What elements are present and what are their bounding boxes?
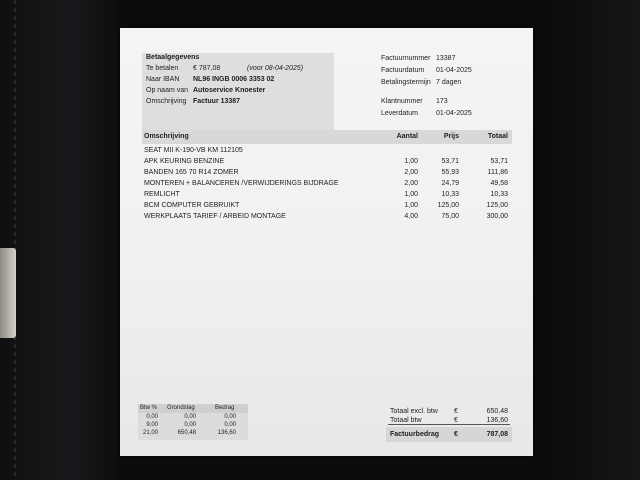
item-description: BANDEN 165 70 R14 ZOMER xyxy=(144,169,239,176)
background-fabric-left xyxy=(0,0,118,480)
item-price: 125,00 xyxy=(437,202,459,209)
column-header-price: Prijs xyxy=(443,133,459,140)
total-vat-currency: € xyxy=(454,417,458,424)
item-total: 10,33 xyxy=(490,191,508,198)
payment-title: Betaalgegevens xyxy=(146,54,200,61)
vat-header-rate: Btw % xyxy=(140,405,158,411)
item-description: APK KEURING BENZINE xyxy=(144,158,225,165)
vat-rate: 21,00 xyxy=(142,430,158,436)
table-row xyxy=(120,191,533,201)
total-excl-label: Totaal excl. btw xyxy=(390,408,438,415)
meta-label: Klantnummer xyxy=(381,98,423,105)
meta-value: 01-04-2025 xyxy=(436,110,472,117)
invoice-amount-label: Factuurbedrag xyxy=(390,431,440,438)
payment-label: Op naam van xyxy=(146,87,189,94)
table-row xyxy=(120,213,533,223)
vat-header-base: Grondslag xyxy=(167,405,195,411)
item-total: 53,71 xyxy=(490,158,508,165)
total-excl-value: 650,48 xyxy=(486,408,508,415)
vat-base: 0,00 xyxy=(184,422,196,428)
payment-label: Omschrijving xyxy=(146,98,187,105)
item-description: WERKPLAATS TARIEF / ARBEID MONTAGE xyxy=(144,213,286,220)
item-price: 75,00 xyxy=(441,213,459,220)
vat-rate: 0,00 xyxy=(146,414,158,420)
seat-strap xyxy=(0,248,16,338)
payment-label: Te betalen xyxy=(146,65,179,72)
column-header-description: Omschrijving xyxy=(144,133,189,140)
vat-amount: 136,60 xyxy=(217,430,236,436)
payment-reference: Factuur 13387 xyxy=(193,98,241,105)
item-price: 53,71 xyxy=(441,158,459,165)
vat-amount: 0,00 xyxy=(224,422,236,428)
item-price: 24,79 xyxy=(441,180,459,187)
table-row xyxy=(120,180,533,190)
item-qty: 2,00 xyxy=(404,169,418,176)
total-excl-currency: € xyxy=(454,408,458,415)
item-description: MONTEREN + BALANCEREN /VERWIJDERINGS BIJDRAGE xyxy=(144,180,339,187)
background-fabric-right xyxy=(534,0,640,480)
table-row xyxy=(120,202,533,212)
payment-recipient: Autoservice Knoester xyxy=(193,87,266,94)
item-price: 55,93 xyxy=(441,169,459,176)
table-row xyxy=(120,169,533,179)
item-total: 49,58 xyxy=(490,180,508,187)
item-total: 300,00 xyxy=(486,213,508,220)
payment-iban: NL96 INGB 0006 3353 02 xyxy=(193,76,275,83)
meta-value: 173 xyxy=(436,98,448,105)
vat-header-amount: Bedrag xyxy=(215,405,235,411)
meta-value: 01-04-2025 xyxy=(436,67,472,74)
item-total: 111,86 xyxy=(487,169,508,176)
invoice-amount-currency: € xyxy=(454,431,458,438)
invoice-amount-value: 787,08 xyxy=(486,431,508,438)
meta-label: Leverdatum xyxy=(381,110,418,117)
item-qty: 1,00 xyxy=(404,158,418,165)
payment-label: Naar IBAN xyxy=(146,76,180,83)
table-row xyxy=(120,158,533,168)
payment-due-note: (voor 08-04-2025) xyxy=(247,65,304,72)
meta-label: Betalingstermijn xyxy=(381,79,431,86)
vat-amount: 0,00 xyxy=(224,414,236,420)
vehicle-line: SEAT MII K-190-VB KM 112105 xyxy=(144,147,243,154)
invoice-sheet xyxy=(120,28,533,456)
item-qty: 1,00 xyxy=(404,191,418,198)
vat-base: 0,00 xyxy=(184,414,196,420)
vat-base: 650,48 xyxy=(177,430,196,436)
item-description: BCM COMPUTER GEBRUIKT xyxy=(144,202,240,209)
item-qty: 2,00 xyxy=(404,180,418,187)
meta-value: 13387 xyxy=(436,55,456,62)
meta-label: Factuurnummer xyxy=(381,55,431,62)
item-total: 125,00 xyxy=(486,202,508,209)
vat-rate: 9,00 xyxy=(146,422,158,428)
meta-label: Factuurdatum xyxy=(381,67,425,74)
meta-value: 7 dagen xyxy=(436,79,462,86)
item-qty: 4,00 xyxy=(404,213,418,220)
fabric-stitching xyxy=(14,0,16,480)
totals-divider xyxy=(388,424,510,425)
item-description: REMLICHT xyxy=(144,191,180,198)
total-vat-value: 136,60 xyxy=(486,417,508,424)
total-vat-label: Totaal btw xyxy=(390,417,422,424)
item-qty: 1,00 xyxy=(404,202,418,209)
column-header-total: Totaal xyxy=(487,133,508,140)
payment-amount: € 787,08 xyxy=(193,65,221,72)
column-header-qty: Aantal xyxy=(396,133,418,140)
item-price: 10,33 xyxy=(441,191,459,198)
